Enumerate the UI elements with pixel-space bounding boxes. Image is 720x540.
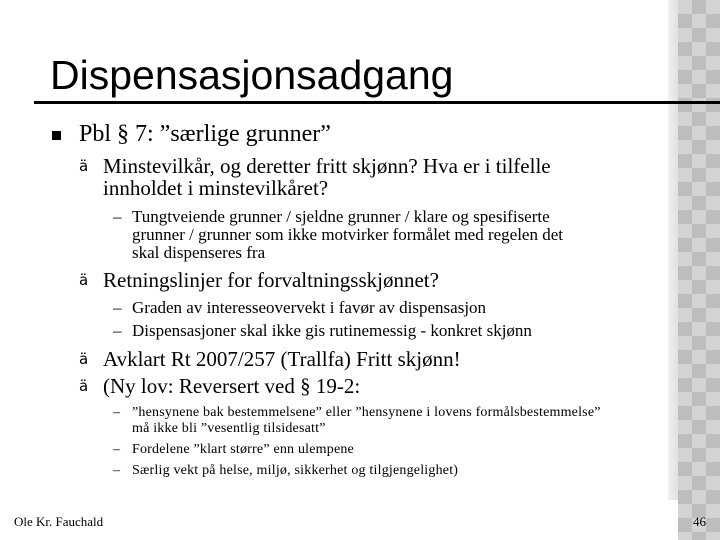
bullet-level1: Pbl § 7: ”særlige grunner”: [79, 121, 331, 147]
bullet-line: Tungtveiende grunner / sjeldne grunner / klare og spesifiserte: [132, 207, 550, 226]
bullet-level3: [132, 405, 601, 437]
bullet-line: ”hensynene bak bestemmelsene” eller ”hensynene i lovens formålsbestemmelse”: [132, 405, 601, 420]
slide-shadow-strip: [668, 0, 678, 500]
dash-bullet-icon: –: [113, 463, 120, 478]
dash-bullet-icon: –: [113, 321, 122, 340]
arrow-bullet-icon: ä: [79, 350, 89, 368]
bullet-level3: Graden av interesseovervekt i favør av dispensasjon: [132, 298, 487, 317]
bullet-line: må ikke bli ”vesentlig tilsidesatt”: [132, 421, 326, 436]
dash-bullet-icon: –: [113, 442, 120, 457]
bullet-level2: [103, 155, 551, 199]
decorative-side-pattern: [678, 0, 720, 540]
bullet-line: skal dispenseres fra: [132, 243, 266, 262]
arrow-bullet-icon: ä: [79, 377, 89, 395]
bullet-line: Retningslinjer for forvaltningsskjønnet?: [103, 268, 439, 292]
footer-author: Ole Kr. Fauchald: [14, 514, 104, 529]
bullet-level3: Dispensasjoner skal ikke gis rutinemessig - konkret skjønn: [132, 321, 532, 340]
bullet-line: Minstevilkår, og deretter fritt skjønn? Hva er i tilfelle: [103, 154, 551, 178]
bullet-level3: [132, 208, 563, 262]
arrow-bullet-icon: ä: [79, 157, 89, 175]
page-number: 46: [693, 514, 706, 529]
bullet-level2: Avklart Rt 2007/257 (Trallfa) Fritt skjønn!: [103, 347, 461, 371]
bullet-level2: (Ny lov: Reversert ved § 19-2:: [103, 374, 361, 398]
bullet-level2: [103, 269, 439, 291]
square-bullet-icon: [52, 131, 61, 140]
dash-bullet-icon: –: [113, 405, 120, 420]
arrow-bullet-icon: ä: [79, 271, 89, 289]
bullet-level3: Fordelene ”klart større” enn ulempene: [132, 442, 354, 457]
bullet-level3: Særlig vekt på helse, miljø, sikkerhet og tilgjengelighet): [132, 463, 459, 478]
dash-bullet-icon: –: [113, 207, 122, 226]
slide-title: Dispensasjonsadgang: [50, 52, 454, 98]
title-underline: [34, 101, 720, 104]
bullet-line: grunner / grunner som ikke motvirker formålet med regelen det: [132, 225, 563, 244]
bullet-line: innholdet i minstevilkåret?: [103, 176, 329, 200]
dash-bullet-icon: –: [113, 298, 122, 317]
